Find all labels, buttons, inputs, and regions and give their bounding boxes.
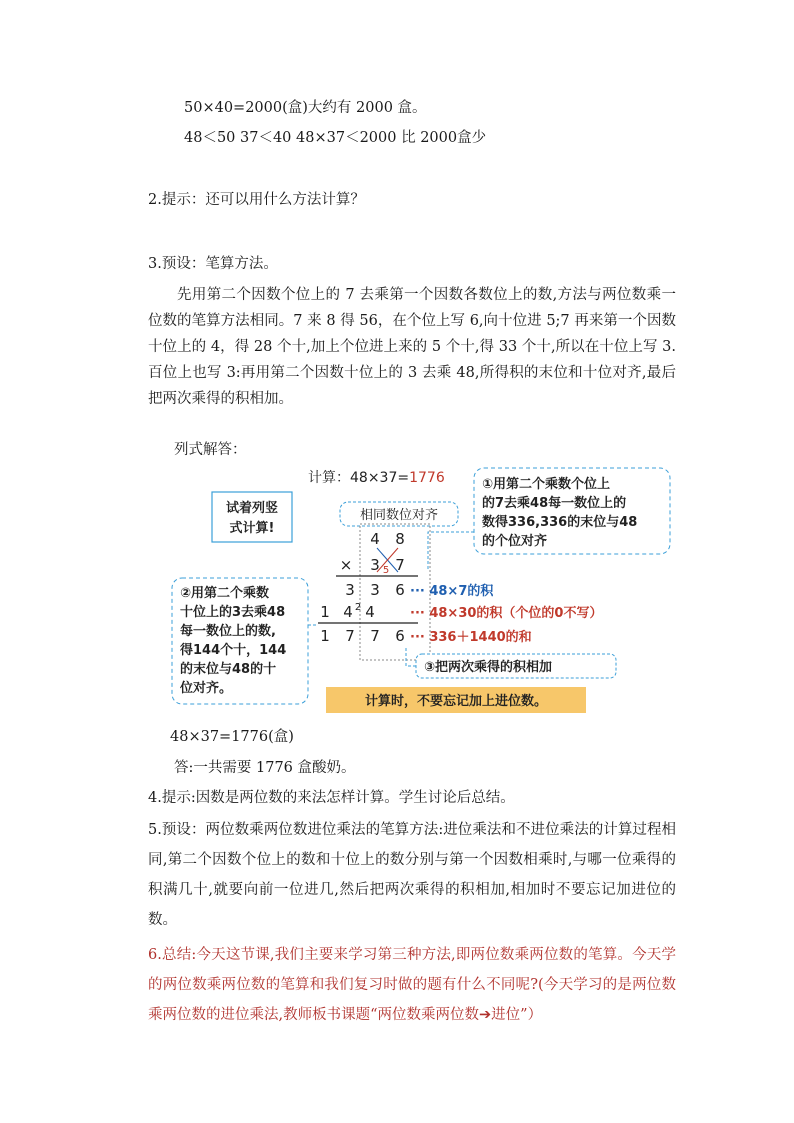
digit-r3-ones: 6 <box>395 581 405 599</box>
note-2-line-2: 十位上的3去乘48 <box>180 605 286 620</box>
digit-r4-tens: 4 <box>365 603 375 621</box>
digit-r4-hundreds: 4 <box>343 603 353 621</box>
note-1-connector <box>428 532 474 570</box>
digit-r1-ones: 8 <box>395 530 405 548</box>
lie-shi-label: 列式解答： <box>174 442 247 458</box>
preset-5 <box>148 815 676 935</box>
note-2-line-5: 的末位与48的十 <box>180 662 277 677</box>
digit-r4-thousands: 1 <box>320 603 330 621</box>
multiply-sign: × <box>339 556 353 574</box>
hint-4: 4.提示:因数是两位数的来法怎样计算。学生讨论后总结。 <box>148 790 515 806</box>
preset-5-text: 5.预设：两位数乘两位数进位乘法的笔算方法:进位乘法和不进位乘法的计算过程相同,第二个因数个位上的数和十位上的数分别与第一个因数相乘时,与哪一位乘得的积满几十,就要向前一位进几,然后把两次乘得的积相加,相加时不要忘记加进位的数。 <box>148 822 676 928</box>
digit-r5-hundreds: 7 <box>345 627 355 645</box>
digit-r3-tens: 3 <box>370 581 380 599</box>
preset-3: 3.预设：笔算方法。 <box>148 256 278 272</box>
note-2-line-4: 得144个十，144 <box>180 643 287 658</box>
hint-2: 2.提示：还可以用什么方法计算？ <box>148 192 365 208</box>
digit-r5-tens: 7 <box>370 627 380 645</box>
carry-2: 2 <box>354 602 362 613</box>
line-estimate-1: 50×40=2000(盒)大约有 2000 盒。 <box>184 100 427 116</box>
label-48x30: ··· 48×30的积（个位的0不写） <box>410 606 603 621</box>
note-2-line-6: 位对齐。 <box>180 681 233 696</box>
answer-line: 答:一共需要 1776 盒酸奶。 <box>174 760 356 776</box>
tip-text: 计算时，不要忘记加上进位数。 <box>364 694 548 709</box>
note-1-line-4: 的个位对齐 <box>482 534 548 549</box>
calc-result: 1776 <box>409 470 445 486</box>
summary-6 <box>148 940 676 1030</box>
digit-r2-ones: 7 <box>395 556 405 574</box>
summary-6-text: 6.总结:今天这节课,我们主要来学习第三种方法,即两位数乘两位数的笔算。今天学的两位数乘两位数的笔算和我们复习时做的题有什么不同呢?(今天学习的是两位数乘两位数的进位乘法,教师板书课题“两位数乘两位数➔进位”） <box>148 947 676 1023</box>
carry-5: 5 <box>382 565 390 576</box>
digit-r5-ones: 6 <box>395 627 405 645</box>
digit-r2-tens: 3 <box>370 556 380 574</box>
same-place-label: 相同数位对齐 <box>359 508 439 523</box>
try-box-line-2: 式计算! <box>229 521 275 536</box>
paragraph-method-text: 先用第二个因数个位上的 7 去乘第一个因数各数位上的数,方法与两位数乘一位数的笔算方法相同。7 来 8 得 56，在个位上写 6,向十位进 5;7 再来第一个因数十位上的 4，得 28 个十,加上个位进上来的 5 个十,得 33 个十,所以在十位上写 3.百位上也写 3:再用第二个因数十位上的 3 去乘 48,所得积的末位和十位对齐,最后把两次乘得的积相加。 <box>148 287 676 407</box>
digit-r5-thousands: 1 <box>320 627 330 645</box>
try-box-line-1: 试着列竖 <box>225 501 279 516</box>
digit-r1-tens: 4 <box>370 530 380 548</box>
note-3-connector <box>406 648 416 666</box>
answer-equation: 48×37=1776(盒) <box>170 729 294 745</box>
label-sum: ··· 336＋1440的和 <box>410 630 532 645</box>
vertical-multiplication-figure <box>160 460 680 720</box>
label-48x7: ··· 48×7的积 <box>410 584 494 599</box>
note-1-line-1: ①用第二个乘数个位上 <box>482 477 611 492</box>
note-2-line-3: 每一数位上的数, <box>180 624 276 639</box>
calc-title: 计算：48×37=1776 <box>308 470 445 486</box>
note-1-line-3: 数得336,336的末位与48 <box>482 515 638 530</box>
line-estimate-2: 48＜50 37＜40 48×37＜2000 比 2000盒少 <box>184 130 487 146</box>
note-2-line-1: ②用第二个乘数 <box>180 586 270 601</box>
note-3-text: ③把两次乘得的积相加 <box>424 660 553 675</box>
paragraph-method <box>148 282 676 412</box>
digit-r3-hundreds: 3 <box>345 581 355 599</box>
note-1-line-2: 的7去乘48每一数位上的 <box>482 496 627 511</box>
